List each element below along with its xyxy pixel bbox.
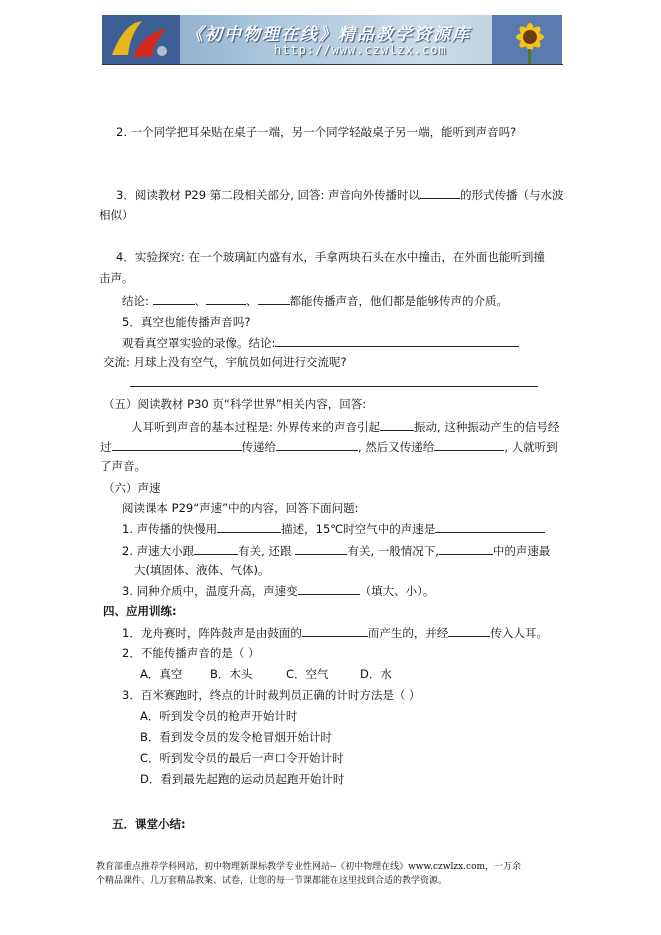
answer-line[interactable] (130, 386, 538, 387)
answer-blank[interactable] (448, 624, 490, 637)
item-2-text-c: 有关, 一般情况下, (347, 544, 439, 558)
footer-line-2: 个精品课件、几万套精品教案、试卷，让您的每一节课都能在这里找到合适的教学资源。 (96, 876, 448, 886)
item-3-text-b: （填大、小）。 (359, 584, 435, 598)
item-3-text-a: 3. 同种介质中，温度升高，声速变 (122, 584, 298, 598)
answer-blank[interactable] (302, 624, 368, 637)
section-6-item-2-cont: 大(填固体、液体、气体)。 (134, 563, 270, 577)
section-6-intro: 阅读课本 P29“声速”中的内容，回答下面问题: (122, 501, 359, 515)
application-q3: 3．百米赛跑时，终点的计时裁判员正确的计时方法是（ ） (122, 688, 421, 702)
option-a[interactable]: A．听到发令员的枪声开始计时 (140, 709, 298, 723)
question-5-video (122, 334, 519, 351)
section-5-text-f: , 人就听到 (504, 440, 558, 454)
q1-text-c: 传入人耳。 (490, 626, 548, 640)
answer-blank[interactable] (435, 520, 545, 533)
answer-blank[interactable] (276, 438, 358, 451)
section-5-text-b: 振动, 这种振动产生的信号经 (414, 420, 560, 434)
question-4-conclusion (122, 292, 508, 309)
question-4-line2: 击声。 (99, 271, 134, 285)
item-2-text-b: 有关, 还跟 (238, 544, 292, 558)
answer-blank[interactable] (439, 542, 493, 555)
footer-line-1: 教育部重点推荐学科网站，初中物理新课标教学专业性网站--《初中物理在线》www.czwlzx.com，一万余 (96, 862, 522, 872)
banner-divider (102, 64, 563, 65)
answer-blank[interactable] (112, 438, 242, 451)
option-c[interactable]: C．空气 (286, 667, 329, 681)
answer-blank[interactable] (295, 542, 347, 555)
answer-blank[interactable] (194, 542, 238, 555)
answer-blank[interactable] (217, 520, 281, 533)
sunflower-icon (492, 15, 562, 64)
section-5-text-c: 过 (100, 440, 112, 454)
section-5-text-a: 人耳听到声音的基本过程是: 外界传来的声音引起 (131, 420, 381, 434)
section-5-line1 (131, 418, 559, 435)
item-2-text-a: 2. 声速大小跟 (122, 544, 195, 558)
section-6-item-3 (122, 582, 434, 599)
conclusion-label: 结论: (122, 294, 149, 308)
header-banner (102, 15, 562, 64)
section-5-line2 (100, 438, 558, 455)
question-3-line1 (116, 186, 564, 203)
item-1-text-b: 描述，15℃时空气中的声速是 (281, 522, 436, 536)
conclusion-tail: 都能传播声音，他们都是能够传声的介质。 (289, 294, 509, 308)
question-5-exchange: 交流: 月球上没有空气，宇航员如何进行交流呢? (103, 355, 347, 369)
answer-blank[interactable] (258, 292, 290, 305)
application-q1 (122, 624, 548, 641)
application-q2: 2．不能传播声音的是（ ） (122, 646, 260, 660)
answer-blank[interactable] (380, 418, 414, 431)
option-d[interactable]: D．看到最先起跑的运动员起跑开始计时 (140, 772, 345, 786)
video-text: 观看真空罩实验的录像。结论: (122, 336, 276, 350)
q1-text-b: 而产生的，并经 (367, 626, 449, 640)
banner-url: http://www.czwlzx.com (274, 43, 447, 57)
section-5-text-d: 传递给 (241, 440, 276, 454)
answer-blank[interactable] (420, 186, 460, 199)
site-logo-icon (102, 15, 180, 64)
section-5-line3: 了声音。 (100, 459, 146, 473)
answer-blank[interactable] (206, 292, 246, 305)
option-a[interactable]: A．真空 (140, 667, 183, 681)
option-b[interactable]: B．看到发令员的发令枪冒烟开始计时 (140, 730, 332, 744)
question-5-title: 5．真空也能传播声音吗? (122, 315, 251, 329)
separator: 、 (246, 294, 258, 308)
option-d[interactable]: D．水 (360, 667, 392, 681)
question-3-text-b: 的形式传播（与水波 (460, 188, 564, 202)
question-3-line2: 相似） (99, 208, 134, 222)
option-c[interactable]: C．听到发令员的最后一声口令开始计时 (140, 751, 344, 765)
separator: 、 (194, 294, 207, 308)
answer-blank[interactable] (434, 438, 504, 451)
question-4-line1: 4．实验探究: 在一个玻璃缸内盛有水，手拿两块石头在水中撞击，在外面也能听到撞 (116, 250, 545, 264)
answer-blank[interactable] (153, 292, 195, 305)
q1-text-a: 1．龙舟赛时，阵阵鼓声是由鼓面的 (122, 626, 302, 640)
section-5-text-e: , 然后又传递给 (358, 440, 435, 454)
section-6-item-2 (122, 542, 550, 559)
section-6-item-1 (122, 520, 545, 537)
section-4-title: 四、应用训练: (103, 604, 177, 618)
item-2-text-d: 中的声速最 (492, 544, 551, 558)
answer-blank[interactable] (298, 582, 360, 595)
banner-title: 《初中物理在线》精品教学资源库 (186, 25, 471, 45)
answer-blank[interactable] (275, 334, 519, 347)
question-2: 2. 一个同学把耳朵贴在桌子一端，另一个同学轻敲桌子另一端，能听到声音吗? (116, 125, 517, 139)
question-3-text-a: 3．阅读教材 P29 第二段相关部分, 回答: 声音向外传播时以 (116, 188, 421, 202)
option-b[interactable]: B．木头 (210, 667, 253, 681)
item-1-text-a: 1. 声传播的快慢用 (122, 522, 218, 536)
class-summary-title: 五．课堂小结: (112, 817, 186, 831)
section-5-title: （五）阅读教材 P30 页“科学世界”相关内容，回答: (103, 397, 367, 411)
section-6-title: （六）声速 (103, 481, 161, 495)
